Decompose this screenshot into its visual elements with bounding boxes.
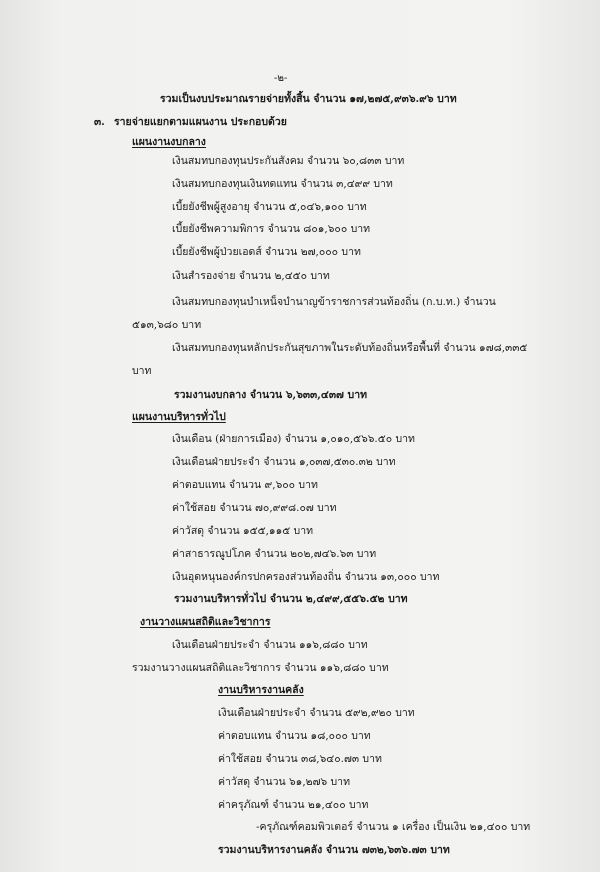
admin-item: ค่าใช้สอย จำนวน ๗๐,๙๙๘.๐๗ บาท bbox=[172, 502, 337, 514]
section-3-title: รายจ่ายแยกตามแผนงาน ประกอบด้วย bbox=[114, 116, 287, 128]
admin-item: ค่าสาธารณูปโภค จำนวน ๒๐๒,๗๔๖.๖๓ บาท bbox=[172, 548, 377, 560]
finance-item: เงินเดือนฝ่ายประจำ จำนวน ๕๙๒,๙๒๐ บาท bbox=[218, 707, 415, 719]
central-item: เงินสมทบกองทุนประกันสังคม จำนวน ๖๐,๘๓๓ บาท bbox=[172, 155, 405, 167]
admin-plan-total: รวมงานบริหารทั่วไป จำนวน ๒,๔๙๙,๕๕๖.๕๒ บาท bbox=[174, 593, 408, 605]
finance-item: ค่าใช้สอย จำนวน ๓๘,๖๔๐.๗๓ บาท bbox=[218, 753, 382, 765]
admin-item: เงินเดือน (ฝ่ายการเมือง) จำนวน ๑,๐๑๐,๕๖๖.๕๐ บาท bbox=[172, 433, 415, 445]
finance-total: รวมงานบริหารงานคลัง จำนวน ๗๓๒,๖๓๖.๗๓ บาท bbox=[218, 844, 450, 856]
central-plan-heading: แผนงานงบกลาง bbox=[132, 136, 206, 148]
admin-item: เงินอุดหนุนองค์กรปกครองส่วนท้องถิ่น จำนวน ๑๓,๐๐๐ บาท bbox=[172, 571, 440, 583]
central-item: เบี้ยยังชีพผู้ป่วยเอดส์ จำนวน ๒๗,๐๐๐ บาท bbox=[172, 246, 361, 258]
grand-total: รวมเป็นงบประมาณรายจ่ายทั้งสิ้น จำนวน ๑๗,๒๗๕,๙๓๖.๙๖ บาท bbox=[160, 93, 457, 105]
section-3-number: ๓. bbox=[94, 116, 105, 128]
finance-item: ค่าครุภัณฑ์ จำนวน ๒๑,๔๐๐ บาท bbox=[218, 799, 369, 811]
admin-item: เงินเดือนฝ่ายประจำ จำนวน ๑,๐๓๗,๕๓๐.๓๒ บาท bbox=[172, 456, 396, 468]
central-item: เงินสมทบกองทุนบำเหน็จบำนาญข้าราชการส่วนท้องถิ่น (ก.บ.ท.) จำนวน bbox=[172, 296, 496, 308]
planning-total: รวมงานวางแผนสถิติและวิชาการ จำนวน ๑๑๖,๘๘๐ บาท bbox=[132, 662, 389, 674]
admin-item: ค่าตอบแทน จำนวน ๙,๖๐๐ บาท bbox=[172, 479, 318, 491]
central-item: เบี้ยยังชีพผู้สูงอายุ จำนวน ๕,๐๔๖,๑๐๐ บาท bbox=[172, 201, 367, 213]
planning-heading: งานวางแผนสถิติและวิชาการ bbox=[140, 616, 271, 628]
admin-item: ค่าวัสดุ จำนวน ๑๕๕,๑๑๕ บาท bbox=[172, 525, 314, 537]
finance-heading: งานบริหารงานคลัง bbox=[218, 684, 304, 696]
central-item: เงินสำรองจ่าย จำนวน ๒,๔๕๐ บาท bbox=[172, 270, 330, 282]
admin-plan-heading: แผนงานบริหารทั่วไป bbox=[132, 411, 226, 423]
finance-sub-item: -ครุภัณฑ์คอมพิวเตอร์ จำนวน ๑ เครื่อง เป็นเงิน ๒๑,๔๐๐ บาท bbox=[256, 821, 531, 833]
finance-item: ค่าวัสดุ จำนวน ๖๑,๒๗๖ บาท bbox=[218, 776, 350, 788]
central-item: เงินสมทบกองทุนหลักประกันสุขภาพในระดับท้องถิ่นหรือพื้นที่ จำนวน ๑๗๘,๓๓๕ bbox=[172, 342, 528, 354]
finance-item: ค่าตอบแทน จำนวน ๑๘,๐๐๐ บาท bbox=[218, 730, 371, 742]
central-item-continued: ๕๑๓,๖๘๐ บาท bbox=[132, 319, 202, 331]
central-item: เบี้ยยังชีพความพิการ จำนวน ๘๐๑,๖๐๐ บาท bbox=[172, 223, 371, 235]
page-number: -๒- bbox=[274, 73, 288, 84]
central-plan-total: รวมงานงบกลาง จำนวน ๖,๖๓๓,๔๓๗ บาท bbox=[174, 389, 368, 401]
central-item-continued: บาท bbox=[132, 365, 152, 377]
central-item: เงินสมทบกองทุนเงินทดแทน จำนวน ๓,๔๙๙ บาท bbox=[172, 178, 393, 190]
planning-item: เงินเดือนฝ่ายประจำ จำนวน ๑๑๖,๘๘๐ บาท bbox=[172, 639, 368, 651]
